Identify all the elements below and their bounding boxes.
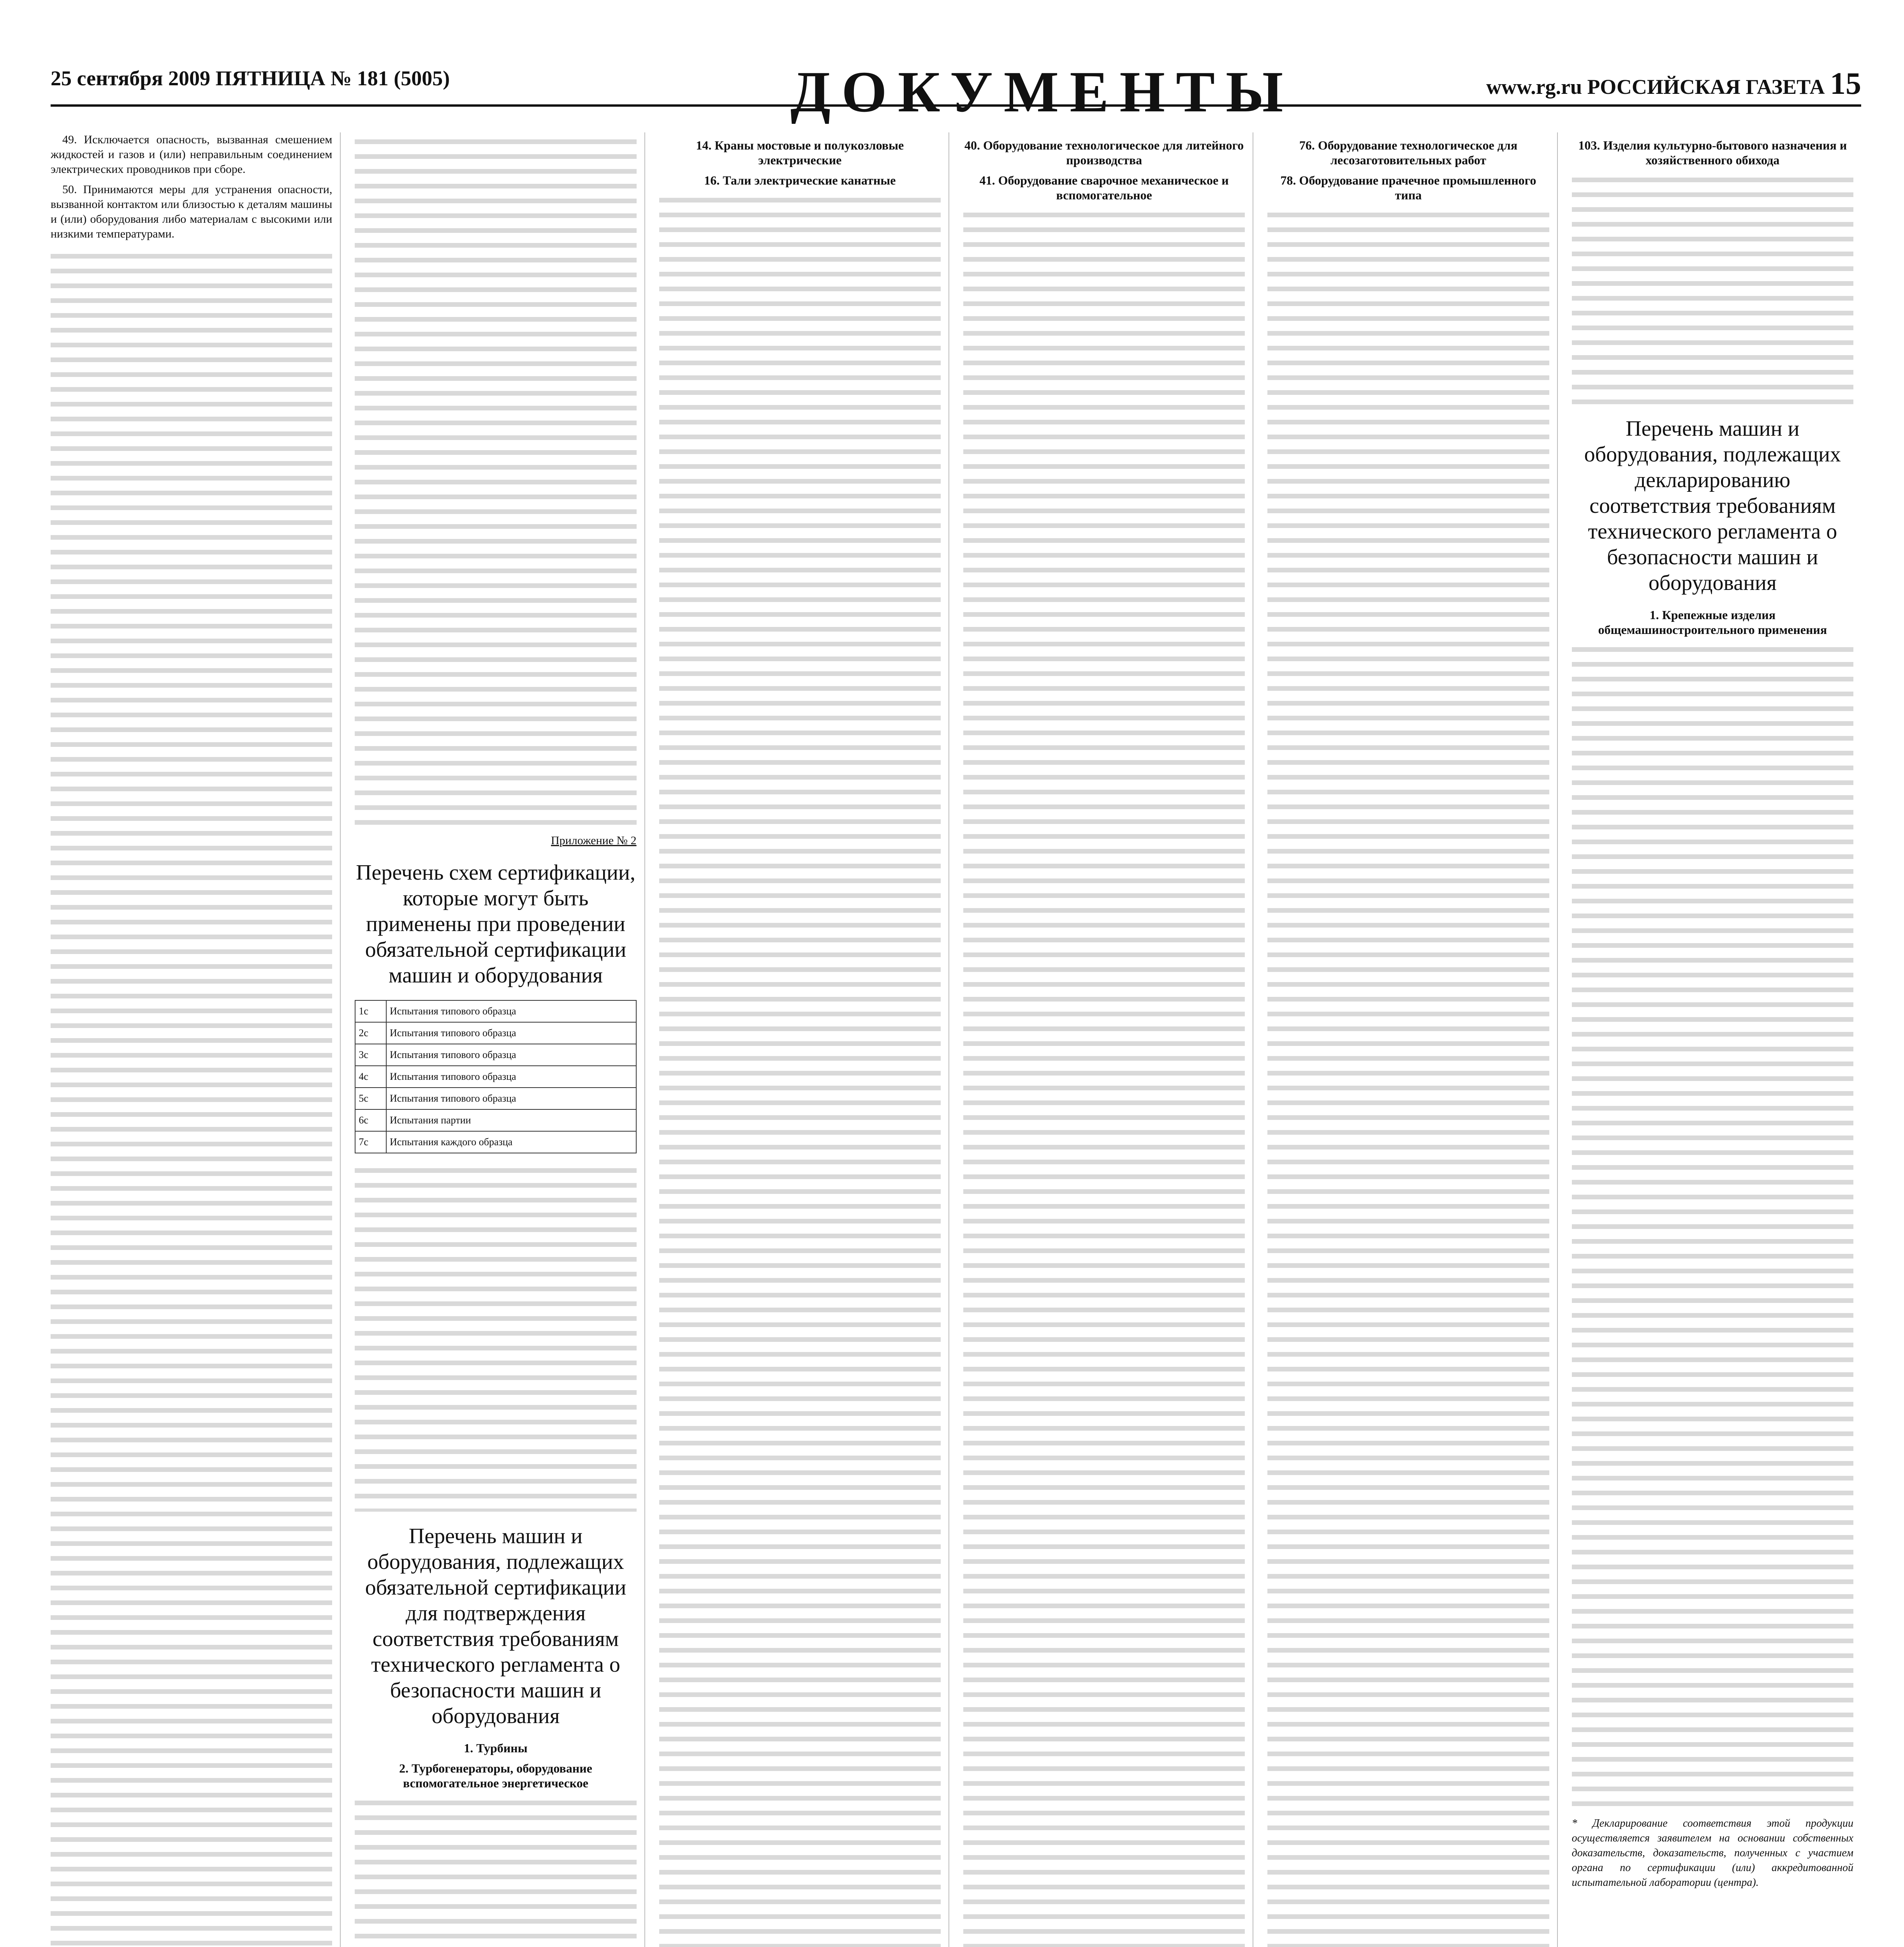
list-title: Перечень машин и оборудования, подлежащих декларированию соответствия требованиям технического регламента о безопасности машин и оборудования bbox=[1584, 417, 1841, 595]
table-row bbox=[355, 1044, 636, 1066]
article-columns bbox=[51, 132, 1861, 1947]
section-title: ДОКУМЕНТЫ bbox=[790, 60, 1294, 124]
table-row bbox=[355, 1088, 636, 1109]
scheme-code: 6с bbox=[355, 1109, 386, 1131]
footnote: * Декларирование соответствия этой продукции осуществляется заявителем на основании собственных доказательств, доказательств, полученных с участием органа по сертификации (или) аккредитованной испытательной лаборатории (центра). bbox=[1571, 1817, 1853, 1889]
scheme-code: 2с bbox=[355, 1022, 386, 1044]
site-and-page bbox=[1486, 66, 1861, 102]
column-3 bbox=[659, 132, 949, 1947]
text-block bbox=[51, 247, 332, 1947]
section-heading: 103. Изделия культурно-бытового назначения и хозяйственного обихода bbox=[1578, 138, 1847, 167]
issue-date: 25 сентября 2009 ПЯТНИЦА № 181 (5005) bbox=[51, 67, 450, 90]
section-heading: 1. Крепежные изделия общемашиностроительного применения bbox=[1598, 608, 1827, 637]
section-heading: 40. Оборудование технологическое для литейного производства bbox=[964, 138, 1244, 167]
text-block bbox=[659, 191, 941, 1947]
section-heading: 2. Турбогенераторы, оборудование вспомогательное энергетическое bbox=[399, 1761, 592, 1790]
scheme-code: 7с bbox=[355, 1131, 386, 1153]
scheme-desc: Испытания типового образца bbox=[386, 1066, 636, 1088]
column-6 bbox=[1572, 132, 1861, 1947]
scheme-desc: Испытания каждого образца bbox=[386, 1131, 636, 1153]
section-heading: 78. Оборудование прачечное промышленного типа bbox=[1280, 173, 1536, 202]
scheme-desc: Испытания типового образца bbox=[386, 1022, 636, 1044]
column-4 bbox=[963, 132, 1253, 1947]
scheme-desc: Испытания типового образца bbox=[386, 1088, 636, 1109]
table-row bbox=[355, 1109, 636, 1131]
section-heading: 1. Турбины bbox=[464, 1741, 528, 1755]
paragraph: 49. Исключается опасность, вызванная смешением жидкостей и газов и (или) неправильным соединением электрических проводников при сборе. bbox=[51, 133, 333, 176]
text-block bbox=[963, 206, 1245, 1947]
text-block bbox=[355, 1794, 636, 1947]
scheme-desc: Испытания типового образца bbox=[386, 1044, 636, 1066]
scheme-code: 4с bbox=[355, 1066, 386, 1088]
appendix-label: Приложение № 2 bbox=[551, 834, 637, 847]
section-heading: 41. Оборудование сварочное механическое и вспомогательное bbox=[979, 173, 1229, 202]
table-row bbox=[355, 1000, 636, 1022]
table-row bbox=[355, 1131, 636, 1153]
text-block bbox=[1572, 640, 1853, 1808]
column-5 bbox=[1267, 132, 1557, 1947]
paragraph: 50. Принимаются меры для устранения опасности, вызванной контактом или близостью к деталям машины и (или) оборудования либо материалам с высокими или низкими температурами. bbox=[51, 183, 333, 240]
table-row bbox=[355, 1066, 636, 1088]
section-heading: 16. Тали электрические канатные bbox=[704, 173, 896, 187]
scheme-code: 5с bbox=[355, 1088, 386, 1109]
newspaper-page bbox=[51, 58, 1861, 1947]
certification-schemes-table bbox=[355, 1000, 636, 1153]
scheme-desc: Испытания типового образца bbox=[386, 1000, 636, 1022]
text-block bbox=[1267, 206, 1549, 1947]
table-row bbox=[355, 1022, 636, 1044]
page-header bbox=[51, 58, 1861, 124]
page-number: 15 bbox=[1830, 67, 1861, 101]
section-heading: 14. Краны мостовые и полукозловые электрические bbox=[696, 138, 904, 167]
text-block bbox=[355, 132, 636, 833]
list-title: Перечень машин и оборудования, подлежащих обязательной сертификации для подтверждения соответствия требованиям технического регламента о безопасности машин и оборудования bbox=[365, 1524, 626, 1728]
site-name: www.rg.ru РОССИЙСКАЯ ГАЗЕТА bbox=[1486, 75, 1825, 99]
section-heading: 76. Оборудование технологическое для лесозаготовительных работ bbox=[1299, 138, 1518, 167]
scheme-code: 3с bbox=[355, 1044, 386, 1066]
header-rule bbox=[51, 104, 1861, 107]
scheme-desc: Испытания партии bbox=[386, 1109, 636, 1131]
text-block bbox=[355, 1161, 636, 1512]
text-block bbox=[1572, 171, 1853, 404]
column-2 bbox=[355, 132, 645, 1947]
scheme-code: 1с bbox=[355, 1000, 386, 1022]
appendix-title: Перечень схем сертификации, которые могут быть применены при проведении обязательной сертификации машин и оборудования bbox=[356, 861, 635, 988]
column-1 bbox=[51, 132, 341, 1947]
